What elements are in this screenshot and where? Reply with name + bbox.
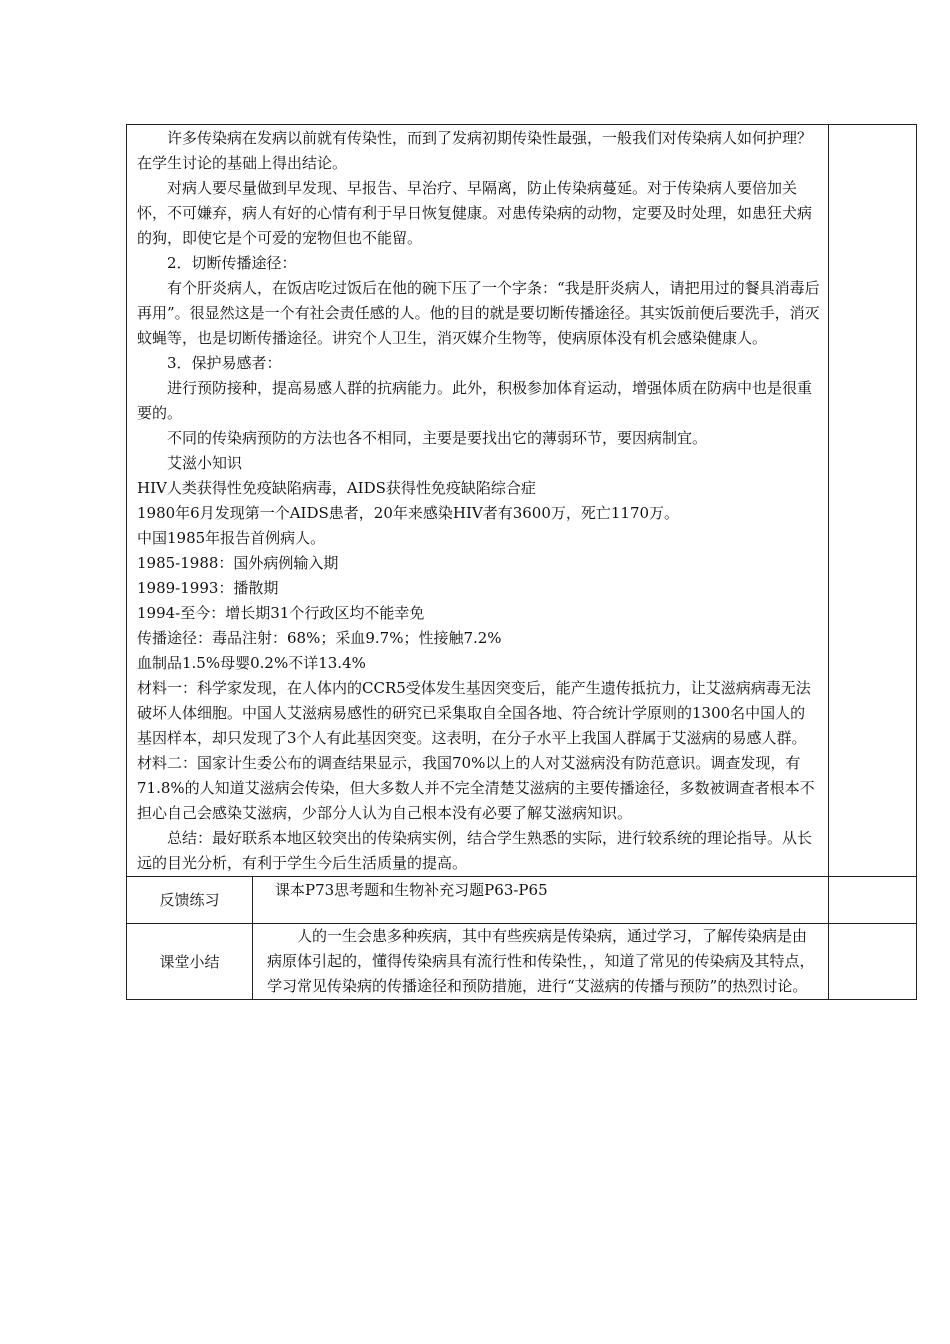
notes-cell <box>829 125 917 877</box>
fact-line: 传播途径：毒品注射：68%；采血9.7%；性接触7.2% <box>137 629 502 647</box>
fact-line: HIV人类获得性免疫缺陷病毒，AIDS获得性免疫缺陷综合症 <box>137 479 536 497</box>
exercise-content-cell <box>253 877 829 924</box>
summary-label: 课堂小结 <box>159 952 220 971</box>
fact-line: 1994-至今：增长期31个行政区均不能幸免 <box>137 604 425 622</box>
notes-cell <box>829 877 917 924</box>
fact-line: 1980年6月发现第一个AIDS患者，20年来感染HIV者有3600万，死亡1170万。 <box>137 504 680 522</box>
section-heading: 艾滋小知识 <box>167 454 243 472</box>
summary-content-cell <box>253 924 829 1000</box>
content-row <box>127 125 917 877</box>
paragraph: 有个肝炎病人，在饭店吃过饭后在他的碗下压了一个字条：“我是肝炎病人，请把用过的餐具消毒后再用”。很显然这是一个有社会责任感的人。他的目的就是要切断传播途径。其实饭前便后要洗手，消灭蚊蝇等，也是切断传播途径。讲究个人卫生，消灭媒介生物等，使病原体没有机会感染健康人。 <box>137 279 820 347</box>
material-one: 材料一：科学家发现，在人体内的CCR5受体发生基因突变后，能产生遗传抵抗力，让艾滋病病毒无法破坏人体细胞。中国人艾滋病易感性的研究已采集取自全国各地、符合统计学原则的1300名中国人的基因样本，却只发现了3个人有此基因突变。这表明，在分子水平上我国人群属于艾滋病的易感人群。 <box>137 679 811 747</box>
summary-label-cell <box>127 924 253 1000</box>
fact-line: 中国1985年报告首例病人。 <box>137 529 326 547</box>
paragraph: 不同的传染病预防的方法也各不相同，主要是要找出它的薄弱环节，要因病制宜。 <box>167 429 708 447</box>
teaching-content-cell <box>127 125 829 877</box>
exercise-row <box>127 877 917 924</box>
exercise-label-cell <box>127 877 253 924</box>
fact-line: 血制品1.5%母婴0.2%不详13.4% <box>137 654 366 672</box>
fact-line: 1985-1988：国外病例输入期 <box>137 554 339 572</box>
summary-row <box>127 924 917 1000</box>
section-heading: 3．保护易感者： <box>167 354 282 372</box>
conclusion: 总结：最好联系本地区较突出的传染病实例，结合学生熟悉的实际，进行较系统的理论指导。从长远的目光分析，有利于学生今后生活质量的提高。 <box>137 829 813 872</box>
summary-content: 人的一生会患多种疾病，其中有些疾病是传染病，通过学习，了解传染病是由病原体引起的，懂得传染病具有流行性和传染性，，知道了常见的传染病及其特点，学习常见传染病的传播途径和预防措施，进行“艾滋病的传播与预防”的热烈讨论。 <box>267 927 815 995</box>
paragraph: 进行预防接种，提高易感人群的抗病能力。此外，积极参加体育运动，增强体质在防病中也是很重要的。 <box>137 379 813 422</box>
lesson-plan-table <box>126 124 917 1000</box>
paragraph: 许多传染病在发病以前就有传染性，而到了发病初期传染性最强，一般我们对传染病人如何护理？在学生讨论的基础上得出结论。 <box>137 129 813 172</box>
paragraph: 对病人要尽量做到早发现、早报告、早治疗、早隔离，防止传染病蔓延。对于传染病人要倍加关怀，不可嫌弃，病人有好的心情有利于早日恢复健康。对患传染病的动物，定要及时处理，如患狂犬病的狗，即使它是个可爱的宠物但也不能留。 <box>137 179 813 247</box>
fact-line: 1989-1993：播散期 <box>137 579 279 597</box>
exercise-label: 反馈练习 <box>159 891 220 909</box>
material-two: 材料二：国家计生委公布的调查结果显示，我国70%以上的人对艾滋病没有防范意识。调查发现，有71.8%的人知道艾滋病会传染，但大多数人并不完全清楚艾滋病的主要传播途径，多数被调查者根本不担心自己会感染艾滋病，少部分人认为自己根本没有必要了解艾滋病知识。 <box>137 754 815 822</box>
section-heading: 2．切断传播途径： <box>167 254 297 272</box>
notes-cell <box>829 924 917 1000</box>
exercise-content: 课本P73思考题和生物补充习题P63-P65 <box>275 881 548 899</box>
